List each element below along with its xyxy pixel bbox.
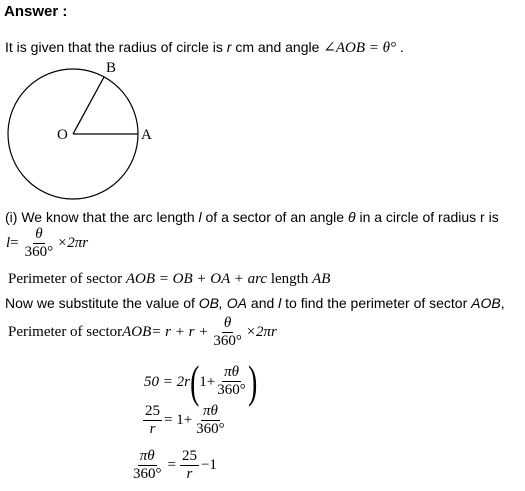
perimeter-def-text: Perimeter of sector (8, 271, 126, 287)
eq4-fraction-left (143, 404, 162, 437)
eq5-rhs: −1 (200, 457, 217, 474)
substitute-text-c: to find the perimeter of sector (281, 295, 472, 311)
eq4-denominator-2: 360° (196, 420, 225, 437)
substitute-ob-oa: OB, OA (198, 295, 248, 311)
eq1-rhs: ×2πr (57, 235, 89, 252)
substitute-end: , (500, 295, 505, 311)
eq5-mid: = (167, 457, 176, 474)
radius-ob (73, 77, 104, 134)
given-unit: cm and angle (231, 39, 324, 55)
substitute-text-b: and (247, 295, 279, 311)
eq5-denominator: 360° (133, 465, 162, 482)
point-label-b: B (106, 60, 117, 76)
eq1-fraction (23, 227, 56, 260)
perimeter-formula (8, 316, 277, 349)
eq2-label: Perimeter of sector (8, 324, 123, 341)
eq1-numerator: θ (35, 226, 43, 242)
part-i-text-c: in a circle of radius r is (355, 209, 499, 225)
given-angle: ∠AOB = θ° (323, 40, 396, 56)
point-label-a: A (141, 127, 152, 143)
eq4-numerator: 25 (145, 403, 160, 419)
substitute-statement (5, 295, 505, 311)
eq4-numerator-2: πθ (202, 403, 218, 419)
answer-heading: Answer : (4, 3, 68, 20)
eq5-numerator: πθ (139, 448, 155, 464)
eq3-numerator: πθ (224, 364, 239, 381)
eq4-fraction-right (194, 404, 227, 437)
equation-step-2 (143, 404, 227, 437)
eq1-lhs: l (6, 235, 11, 252)
eq3-denominator: 360° (217, 382, 246, 399)
perimeter-definition (8, 271, 330, 288)
part-i-l: l (198, 209, 202, 225)
equation-step-1 (144, 356, 258, 407)
eq5-fraction-right (180, 449, 199, 482)
eq3-one-plus: 1+ (199, 373, 216, 390)
substitute-aob: AOB (471, 295, 501, 311)
eq1-denominator: 360° (24, 243, 54, 260)
perimeter-def-length: length (267, 271, 313, 287)
eq2-aob: AOB (122, 324, 152, 341)
arc-length-formula (6, 227, 88, 260)
part-i-theta: θ (347, 209, 356, 225)
substitute-l: l (278, 295, 282, 311)
given-end: . (396, 39, 404, 55)
eq2-mid: = r + r + (151, 324, 209, 341)
eq2-rhs: ×2πr (245, 324, 277, 341)
eq1-equals: = (10, 235, 19, 252)
substitute-text-a: Now we substitute the value of (5, 295, 199, 311)
eq5-numerator-2: 25 (181, 448, 197, 464)
perimeter-def-aob: AOB (125, 271, 156, 287)
right-paren: ) (247, 356, 258, 407)
eq2-fraction (211, 316, 244, 349)
point-label-o: O (57, 127, 68, 143)
perimeter-def-rhs: = OB + OA + arc (155, 271, 268, 287)
part-i-text-b: of a sector of an angle (201, 209, 348, 225)
eq5-fraction-left (131, 449, 164, 482)
part-i-statement (5, 209, 499, 225)
given-text: It is given that the radius of circle is (5, 39, 227, 55)
equation-step-3 (131, 449, 217, 482)
perimeter-def-ab: AB (312, 271, 331, 287)
eq2-denominator: 360° (213, 332, 242, 349)
eq4-mid: = 1+ (164, 412, 193, 429)
given-r: r (226, 39, 232, 55)
eq3-lhs: 50 = 2r (144, 373, 190, 390)
eq4-denominator: r (149, 420, 156, 437)
left-paren: ( (190, 356, 200, 407)
eq3-fraction (215, 365, 248, 398)
part-i-text-a: (i) We know that the arc length (5, 209, 199, 225)
eq2-numerator: θ (223, 315, 232, 331)
eq5-denominator-2: r (186, 465, 193, 482)
